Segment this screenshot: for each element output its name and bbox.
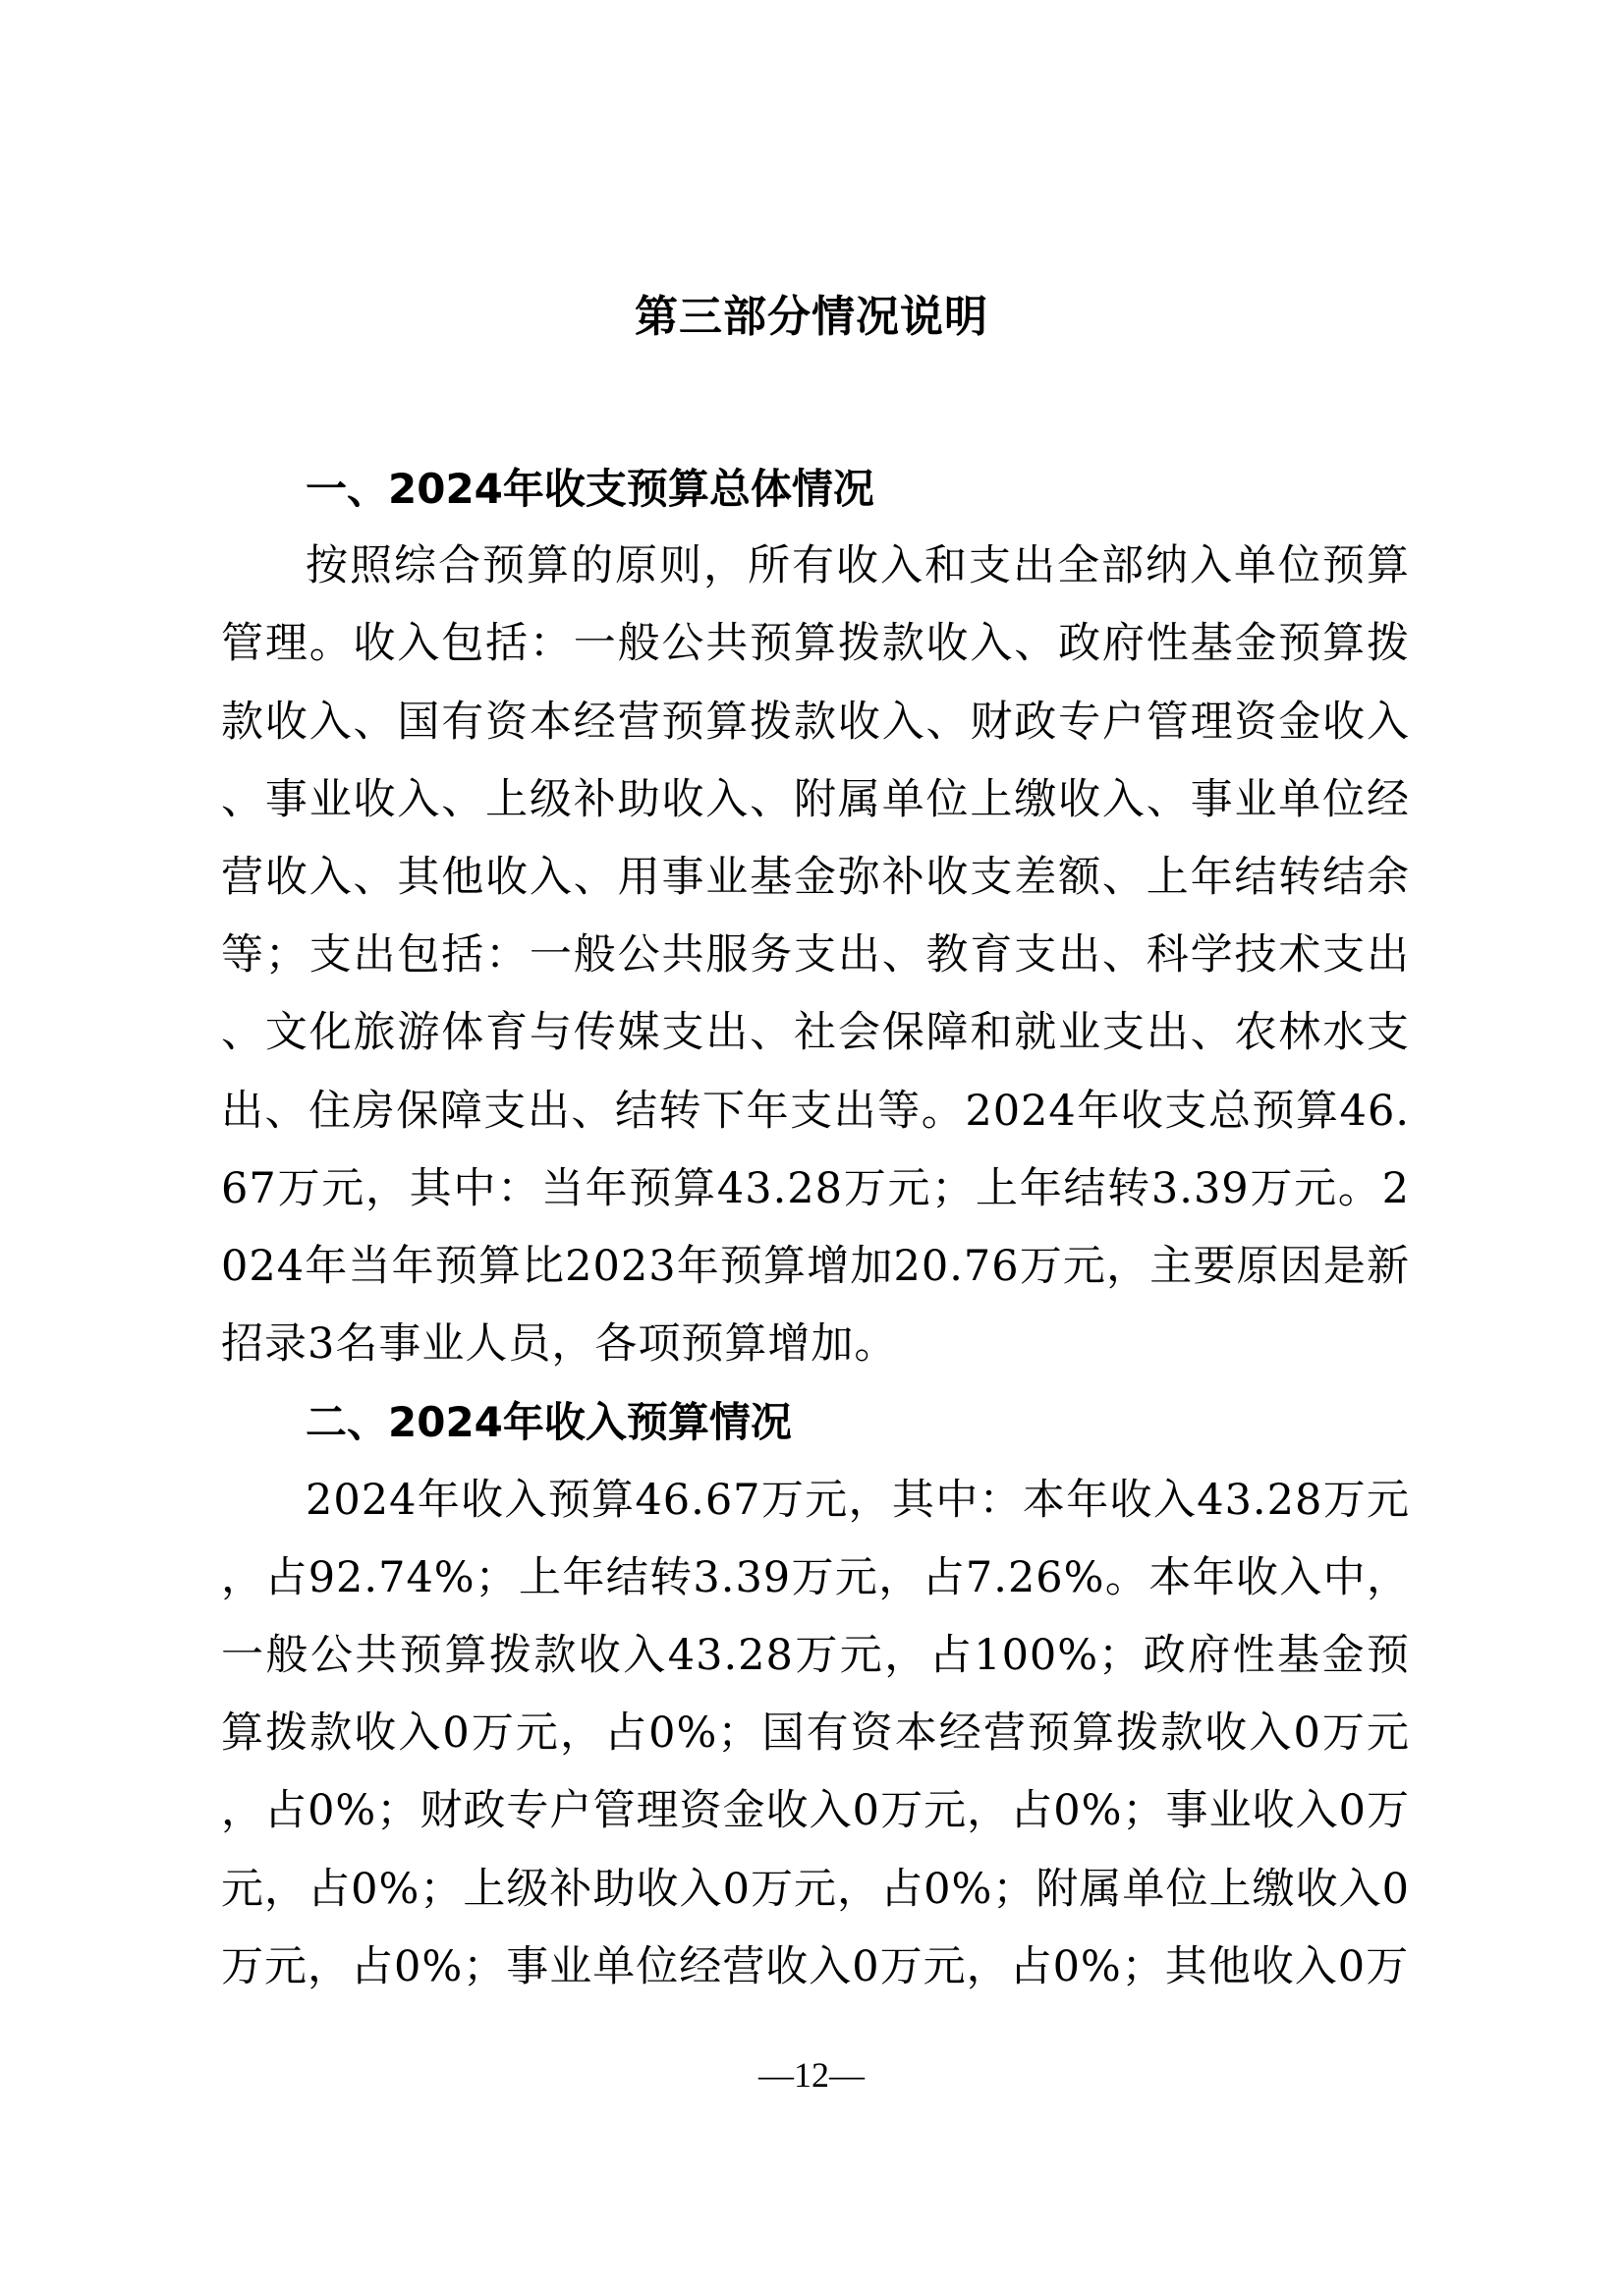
- section-paragraph-income: 2024年收入预算46.67万元，其中：本年收入43.28万元，占92.74%；上年结转3.39万元，占7.26%。本年收入中，一般公共预算拨款收入43.28万元，占100%；政府性基金预算拨款收入0万元，占0%；国有资本经营预算拨款收入0万元，占0%；财政专户管理资金收入0万元，占0%；事业收入0万元，占0%；上级补助收入0万元，占0%；附属单位上缴收入0万元，占0%；事业单位经营收入0万元，占0%；其他收入0万: [221, 1475, 1410, 1991]
- page-number: —12—: [758, 2055, 865, 2095]
- section-paragraph-overall: 按照综合预算的原则，所有收入和支出全部纳入单位预算管理。收入包括：一般公共预算拨款收入、政府性基金预算拨款收入、国有资本经营预算拨款收入、财政专户管理资金收入、事业收入、上级补助收入、附属单位上缴收入、事业单位经营收入、其他收入、用事业基金弥补收支差额、上年结转结余等；支出包括：一般公共服务支出、教育支出、科学技术支出、文化旅游体育与传媒支出、社会保障和就业支出、农林水支出、住房保障支出、结转下年支出等。2024年收支总预算46.67万元，其中：当年预算43.28万元；上年结转3.39万元。2024年当年预算比2023年预算增加20.76万元，主要原因是新招录3名事业人员，各项预算增加。: [221, 541, 1410, 1370]
- page-title: 第三部分情况说明: [635, 292, 988, 342]
- document-body: [221, 450, 1410, 2006]
- section-heading-income: 二、2024年收入预算情况: [306, 1398, 792, 1447]
- section-heading-overall: 一、2024年收支预算总体情况: [306, 465, 874, 513]
